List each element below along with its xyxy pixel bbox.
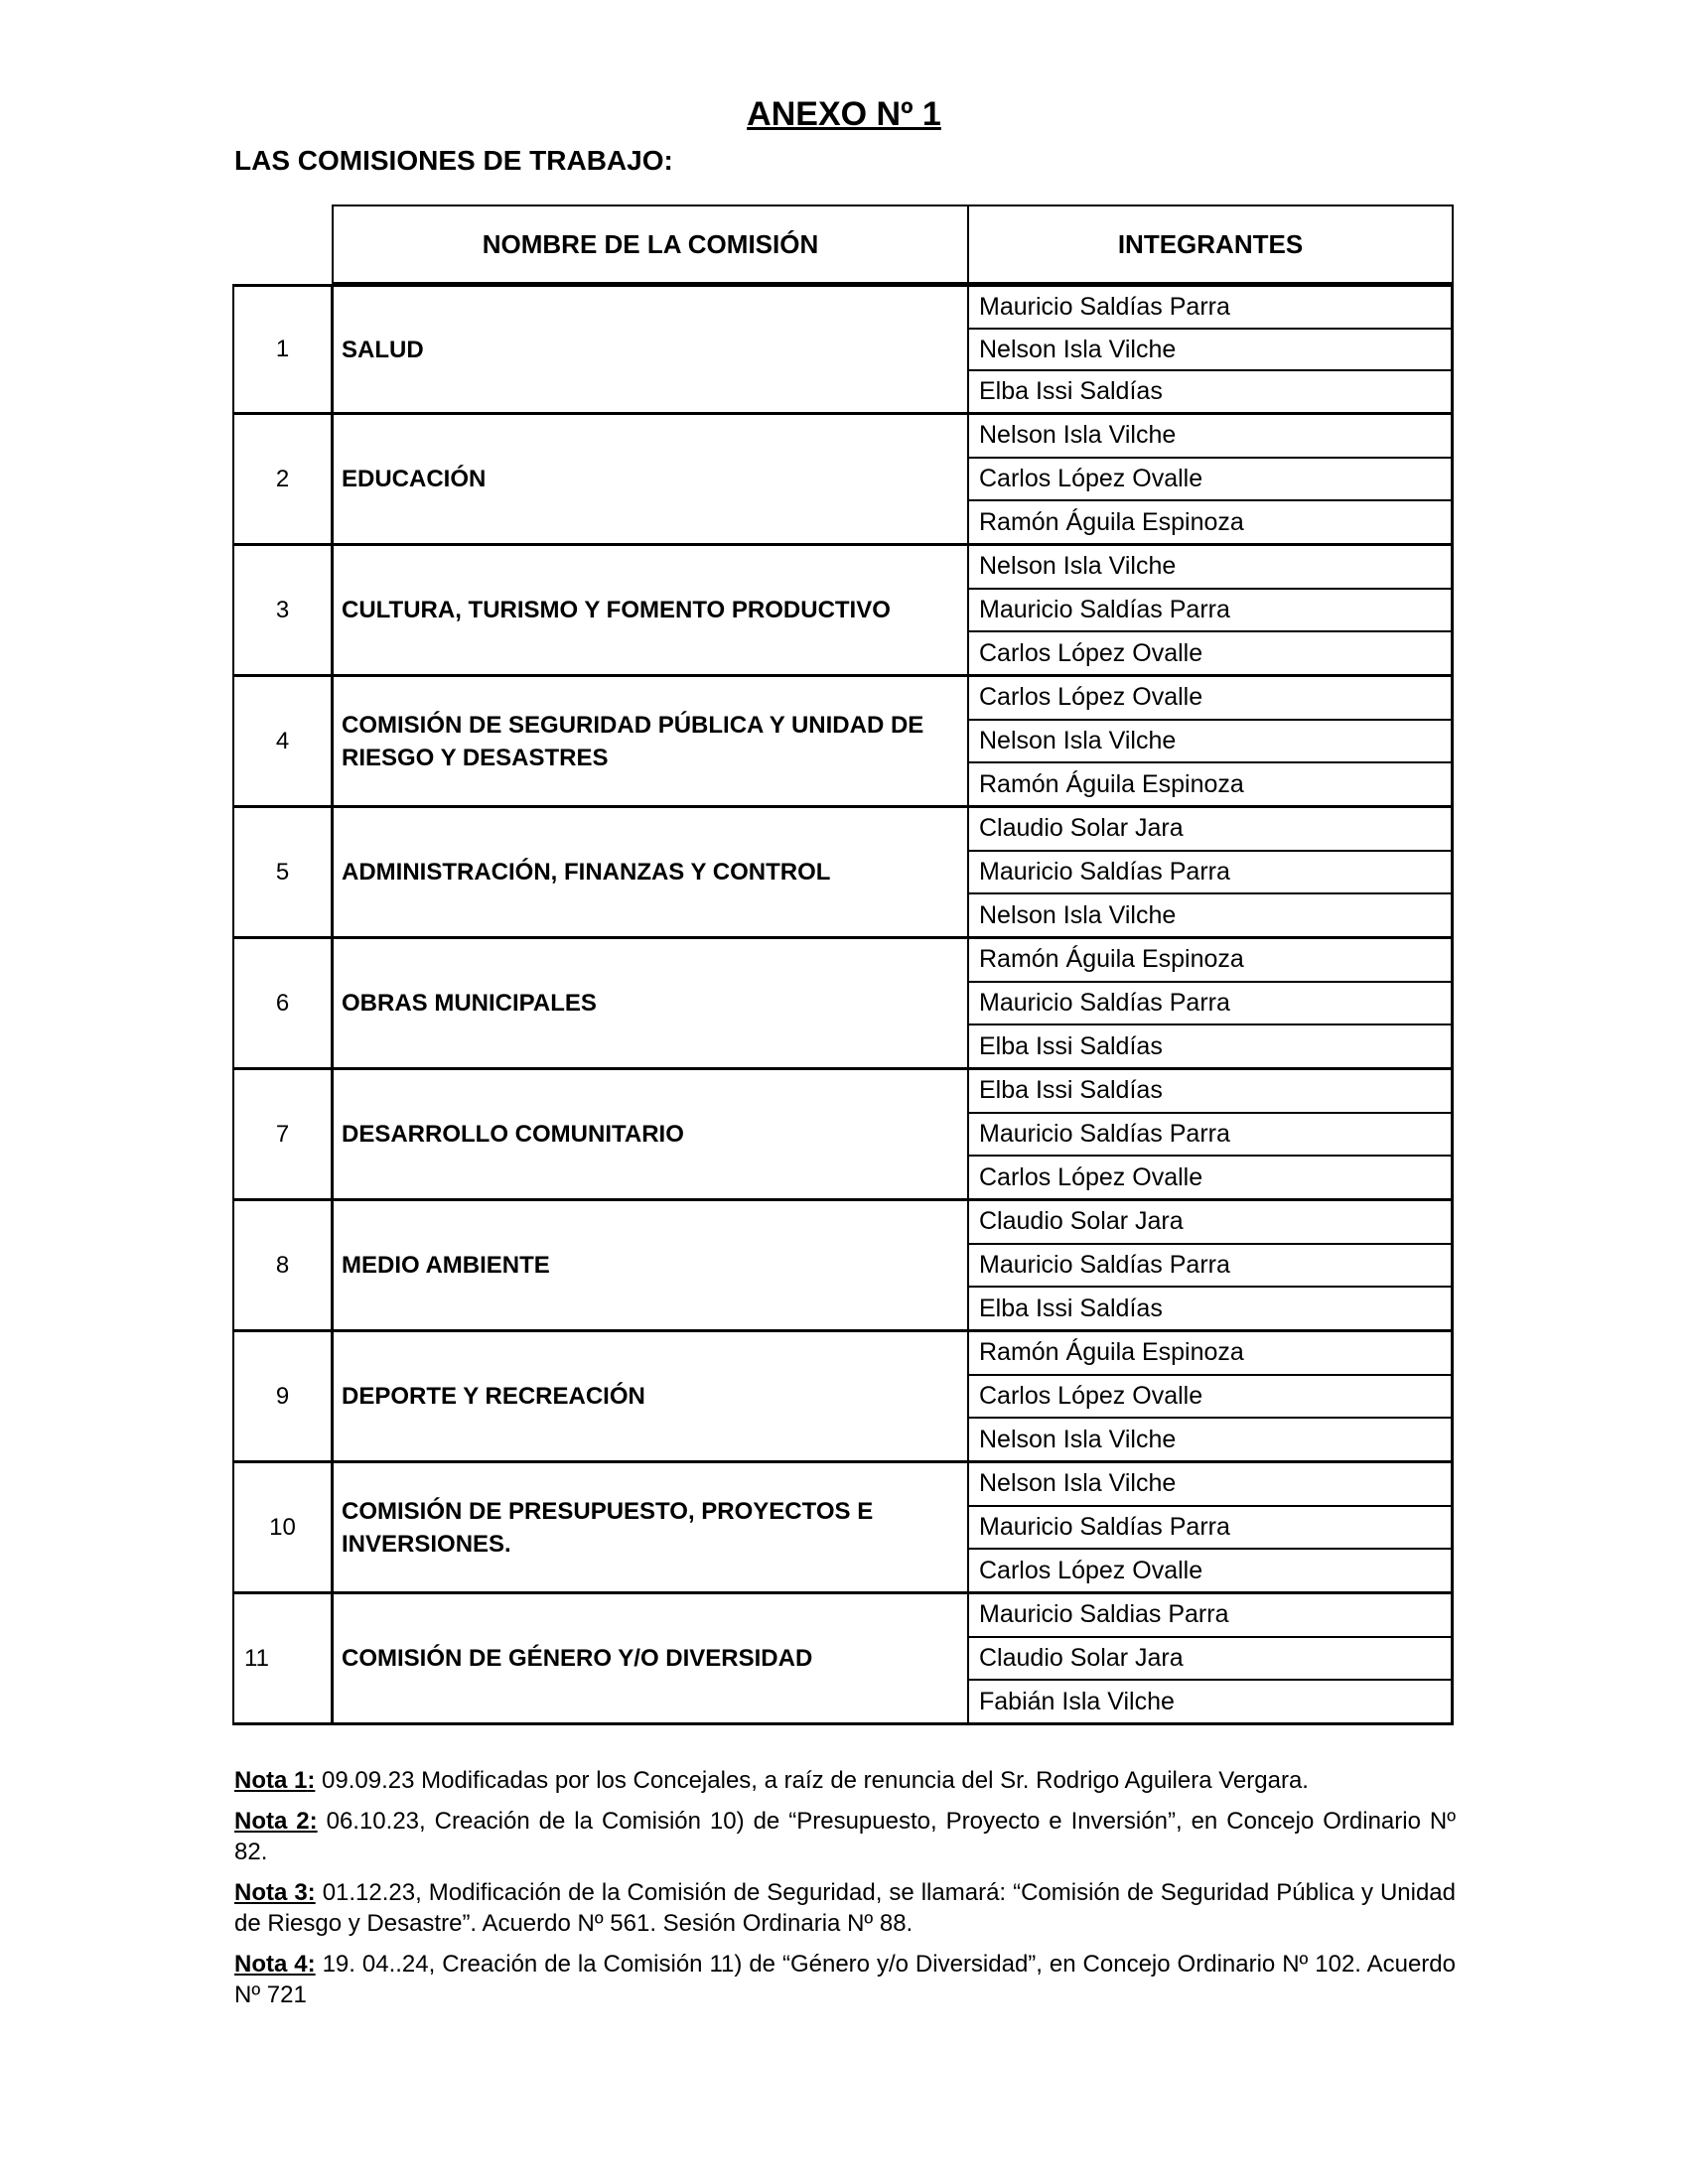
commission-number: 8 [234, 1201, 334, 1329]
table-header [332, 205, 1454, 284]
member-name: Carlos López Ovalle [969, 1376, 1451, 1420]
member-name: Ramón Águila Espinoza [969, 939, 1451, 983]
member-name: Carlos López Ovalle [979, 1556, 1203, 1584]
table-row [232, 808, 1454, 939]
table-body [232, 284, 1454, 1725]
table-row [232, 415, 1454, 546]
commission-name: EDUCACIÓN [334, 415, 969, 543]
member-name: Nelson Isla Vilche [969, 546, 1451, 590]
note-label: Nota 3: [234, 1879, 316, 1906]
commission-number: 2 [234, 415, 334, 543]
member-name: Ramón Águila Espinoza [979, 507, 1244, 536]
member-name: Carlos López Ovalle [969, 459, 1451, 502]
member-name: Nelson Isla Vilche [979, 1425, 1177, 1453]
commission-number: 1 [234, 287, 334, 412]
commission-number: 9 [234, 1332, 334, 1460]
note-text: 19. 04..24, Creación de la Comisión 11) de “Género y/o Diversidad”, en Concejo Ordinario Nº 102. Acuerdo Nº 721 [234, 1951, 1456, 2008]
member-name: Mauricio Saldías Parra [969, 1245, 1451, 1289]
note-item [234, 1949, 1456, 2010]
member-list [969, 287, 1451, 412]
member-name: Elba Issi Saldías [979, 377, 1163, 406]
member-name: Mauricio Saldías Parra [969, 983, 1451, 1026]
note-label: Nota 4: [234, 1951, 316, 1978]
commission-name: COMISIÓN DE GÉNERO Y/O DIVERSIDAD [334, 1594, 969, 1722]
member-name: Ramón Águila Espinoza [969, 1332, 1451, 1376]
commission-number: 4 [234, 677, 334, 805]
member-name: Ramón Águila Espinoza [979, 769, 1244, 798]
commission-name: DESARROLLO COMUNITARIO [334, 1070, 969, 1198]
member-list [969, 808, 1451, 936]
page-title: ANEXO Nº 1 [747, 95, 941, 133]
note-item [234, 1877, 1456, 1939]
table-row [232, 1463, 1454, 1594]
notes-section [234, 1765, 1456, 2020]
member-list [969, 939, 1451, 1067]
table-row [232, 1070, 1454, 1201]
commission-name: ADMINISTRACIÓN, FINANZAS Y CONTROL [334, 808, 969, 936]
note-item [234, 1806, 1456, 1867]
member-list [969, 677, 1451, 805]
table-row [232, 939, 1454, 1070]
commission-number: 10 [234, 1463, 334, 1591]
commission-name: SALUD [334, 287, 969, 412]
commission-number: 11 [234, 1594, 334, 1722]
member-name: Elba Issi Saldías [979, 1294, 1163, 1322]
member-list [969, 546, 1451, 674]
member-list [969, 1070, 1451, 1198]
member-name: Nelson Isla Vilche [979, 900, 1177, 929]
note-text: 06.10.23, Creación de la Comisión 10) de “Presupuesto, Proyecto e Inversión”, en Concejo Ordinario Nº 82. [234, 1808, 1457, 1865]
member-name: Carlos López Ovalle [979, 638, 1203, 667]
note-text: 01.12.23, Modificación de la Comisión de Seguridad, se llamará: “Comisión de Seguridad Pública y Unidad de Riesgo y Desastre”. Acuerdo Nº 561. Sesión Ordinaria Nº 88. [234, 1879, 1457, 1937]
commission-name: COMISIÓN DE SEGURIDAD PÚBLICA Y UNIDAD DE RIESGO Y DESASTRES [334, 677, 969, 805]
commission-number: 3 [234, 546, 334, 674]
commission-name: MEDIO AMBIENTE [334, 1201, 969, 1329]
table-row [232, 284, 1454, 415]
member-name: Mauricio Saldías Parra [969, 1507, 1451, 1551]
member-name: Elba Issi Saldías [979, 1031, 1163, 1060]
member-list [969, 1463, 1451, 1591]
member-name: Claudio Solar Jara [969, 1201, 1451, 1245]
member-name: Nelson Isla Vilche [969, 1463, 1451, 1507]
member-name: Elba Issi Saldías [969, 1070, 1451, 1114]
note-label: Nota 1 [234, 1767, 308, 1794]
commission-name: DEPORTE Y RECREACIÓN [334, 1332, 969, 1460]
member-list [969, 1332, 1451, 1460]
member-name: Fabián Isla Vilche [979, 1687, 1175, 1715]
commission-number: 5 [234, 808, 334, 936]
member-list [969, 1594, 1451, 1722]
member-name: Claudio Solar Jara [969, 808, 1451, 852]
table-row [232, 1332, 1454, 1463]
note-item [234, 1765, 1456, 1796]
table-row [232, 546, 1454, 677]
member-name: Mauricio Saldías Parra [969, 1114, 1451, 1158]
note-label-suffix: : [307, 1767, 316, 1794]
commission-name: COMISIÓN DE PRESUPUESTO, PROYECTOS E INVERSIONES. [334, 1463, 969, 1591]
member-name: Mauricio Saldias Parra [969, 1594, 1451, 1638]
member-name: Nelson Isla Vilche [969, 330, 1451, 372]
section-subtitle: LAS COMISIONES DE TRABAJO: [234, 145, 673, 176]
member-name: Mauricio Saldías Parra [969, 590, 1451, 633]
member-name: Nelson Isla Vilche [969, 721, 1451, 764]
member-list [969, 415, 1451, 543]
table-row [232, 1594, 1454, 1725]
commission-name: OBRAS MUNICIPALES [334, 939, 969, 1067]
header-members: INTEGRANTES [1117, 228, 1304, 259]
table-row [232, 677, 1454, 808]
note-label: Nota 2: [234, 1808, 318, 1835]
member-name: Carlos López Ovalle [979, 1162, 1203, 1191]
header-commission-name: NOMBRE DE LA COMISIÓN [334, 206, 969, 282]
member-name: Carlos López Ovalle [969, 677, 1451, 721]
member-name: Mauricio Saldías Parra [969, 852, 1451, 895]
member-list [969, 1201, 1451, 1329]
member-name: Mauricio Saldías Parra [969, 287, 1451, 330]
commission-name: CULTURA, TURISMO Y FOMENTO PRODUCTIVO [334, 546, 969, 674]
commission-number: 7 [234, 1070, 334, 1198]
note-text: 09.09.23 Modificadas por los Concejales, a raíz de renuncia del Sr. Rodrigo Aguilera Vergara. [315, 1767, 1309, 1794]
member-name: Claudio Solar Jara [969, 1638, 1451, 1682]
table-row [232, 1201, 1454, 1332]
member-name: Nelson Isla Vilche [969, 415, 1451, 459]
commission-number: 6 [234, 939, 334, 1067]
